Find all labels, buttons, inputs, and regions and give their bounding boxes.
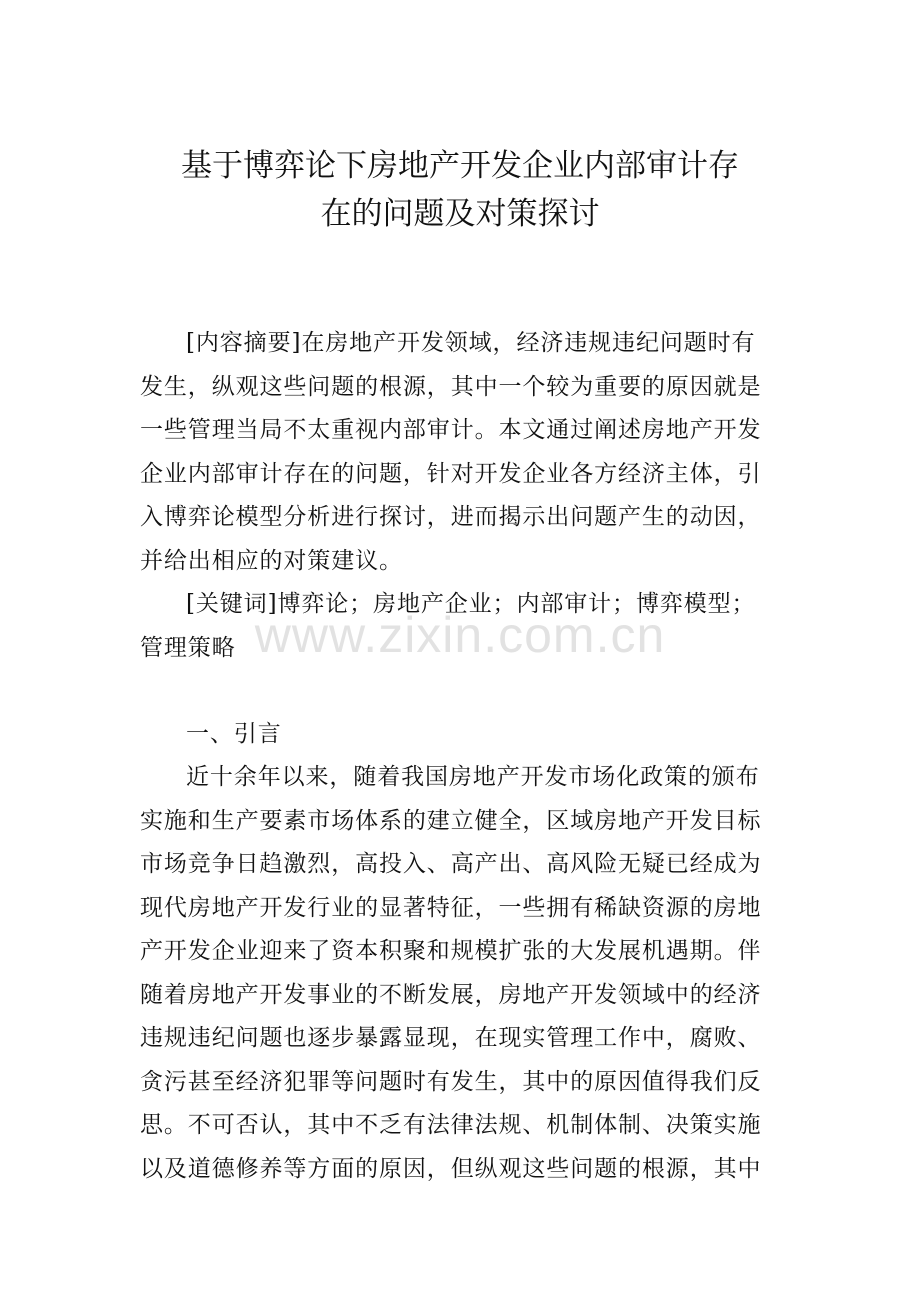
abstract-paragraph [140, 322, 780, 583]
intro-paragraph [140, 756, 780, 1191]
intro-line: 随着房地产开发事业的不断发展，房地产开发领域中的经济 [140, 981, 762, 1008]
intro-line: 贪污甚至经济犯罪等问题时有发生，其中的原因值得我们反 [140, 1068, 762, 1095]
intro-line: 实施和生产要素市场体系的建立健全，区域房地产开发目标 [140, 807, 762, 834]
intro-line: 以及道德修养等方面的原因，但纵观这些问题的根源，其中 [140, 1155, 762, 1182]
title-line-2: 在的问题及对策探讨 [320, 196, 600, 232]
section-heading [140, 713, 780, 757]
abstract-line: 并给出相应的对策建议。 [140, 547, 403, 574]
watermark: www.zixin.com.cn [254, 607, 666, 663]
intro-line: 思。不可否认，其中不乏有法律法规、机制体制、决策实施 [140, 1112, 762, 1138]
abstract-line: 一些管理当局不太重视内部审计。本文通过阐述房地产开发 [140, 417, 762, 443]
keywords-paragraph [140, 583, 780, 670]
intro-line: 产开发企业迎来了资本积聚和规模扩张的大发展机遇期。伴 [140, 938, 762, 964]
title-line-1: 基于博弈论下房地产开发企业内部审计存 [181, 148, 739, 184]
keywords-line: 管理策略 [140, 634, 236, 661]
document-title [100, 142, 820, 238]
abstract-line: [内容摘要]在房地产开发领域，经济违规违纪问题时有 [186, 330, 756, 356]
intro-line: 近十余年以来，随着我国房地产开发市场化政策的颁布 [186, 764, 760, 790]
abstract-line: 企业内部审计存在的问题，针对开发企业各方经济主体，引 [140, 460, 762, 487]
abstract-line: 发生，纵观这些问题的根源，其中一个较为重要的原因就是 [140, 373, 762, 400]
keywords-line: [关键词]博弈论；房地产企业；内部审计；博弈模型； [186, 591, 756, 617]
intro-line: 违规违纪问题也逐步暴露显现，在现实管理工作中，腐败、 [140, 1025, 762, 1051]
intro-line: 现代房地产开发行业的显著特征，一些拥有稀缺资源的房地 [140, 894, 762, 921]
section-heading-text: 一、引言 [186, 721, 282, 747]
abstract-line: 入博弈论模型分析进行探讨，进而揭示出问题产生的动因， [140, 504, 762, 530]
intro-line: 市场竞争日趋激烈，高投入、高产出、高风险无疑已经成为 [140, 851, 762, 877]
